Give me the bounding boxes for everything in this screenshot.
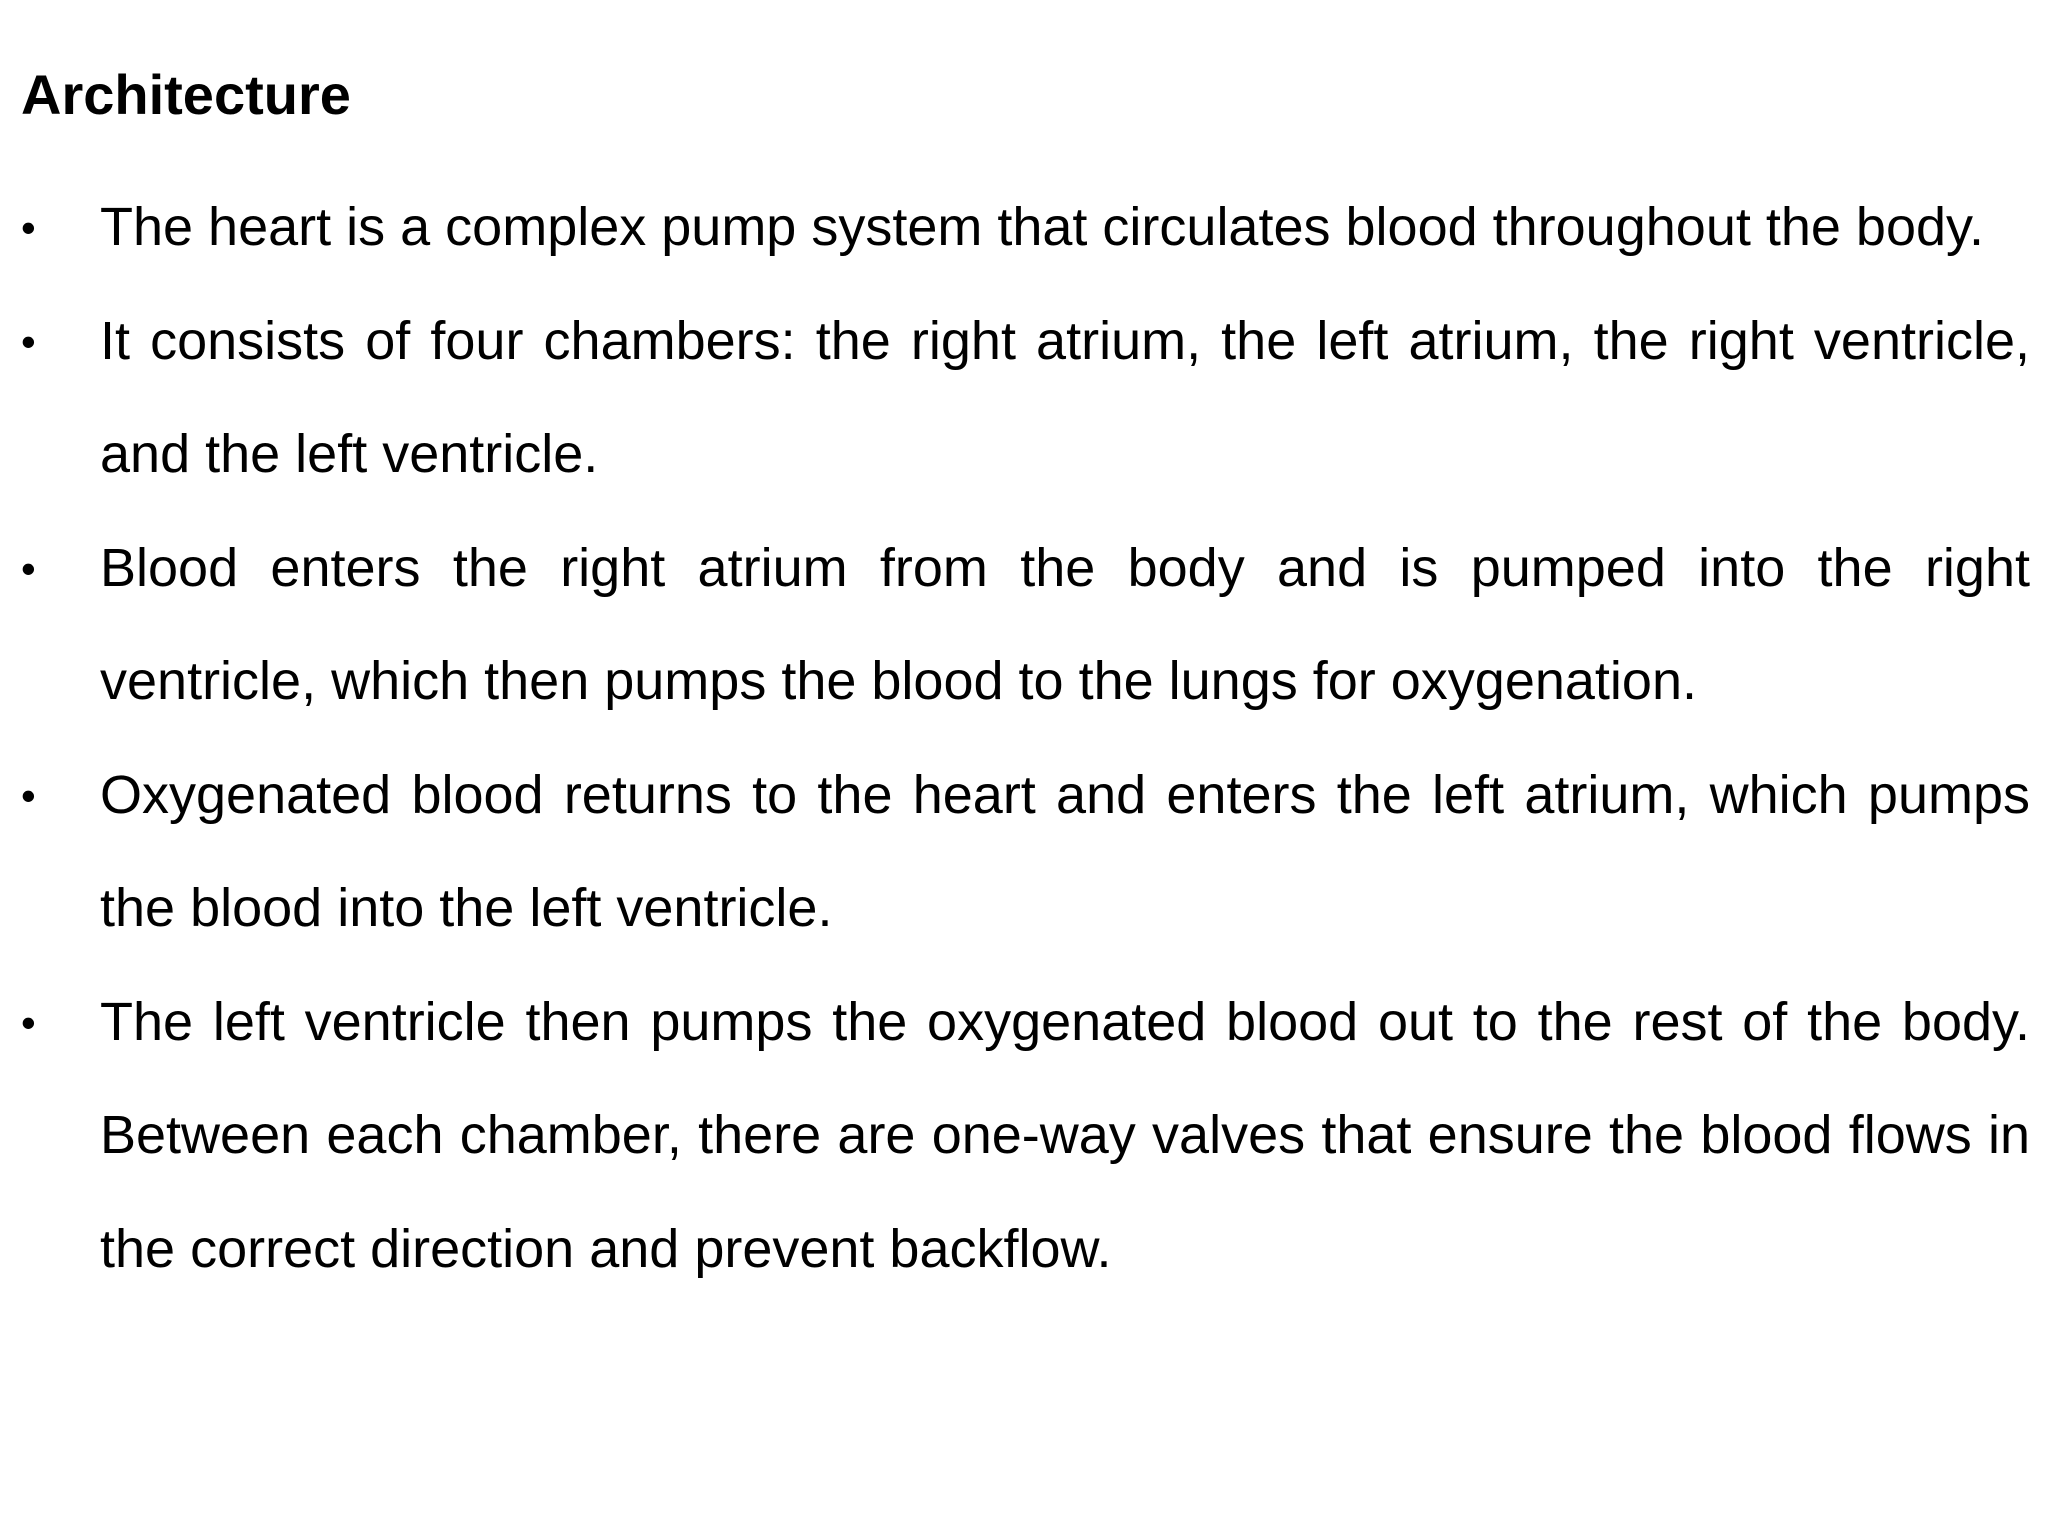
bullet-icon: •: [21, 771, 36, 819]
bullet-item-5: [21, 966, 2030, 1307]
bullet-text-2: It consists of four chambers: the right atrium, the left atrium, the right ventricle, and the left ventricle.: [100, 310, 2030, 484]
bullet-item-3: [21, 512, 2030, 739]
bullet-text-3: Blood enters the right atrium from the body and is pumped into the right ventricle, which then pumps the blood to the lungs for oxygenation.: [100, 537, 2030, 711]
bullet-text-4: Oxygenated blood returns to the heart and enters the left atrium, which pumps the blood into the left ventricle.: [100, 764, 2030, 938]
slide-heading: Architecture: [21, 63, 351, 126]
bullet-list: [21, 171, 2030, 1306]
bullet-icon: •: [21, 317, 36, 365]
bullet-icon: •: [21, 204, 36, 251]
bullet-text-1: The heart is a complex pump system that circulates blood throughout the body.: [100, 197, 1985, 257]
bullet-item-4: [21, 739, 2030, 966]
bullet-item-1: [21, 171, 2030, 285]
bullet-icon: •: [21, 544, 36, 592]
bullet-icon: •: [21, 998, 36, 1046]
bullet-item-2: [21, 285, 2030, 512]
bullet-text-5: The left ventricle then pumps the oxygenated blood out to the rest of the body. Between each chamber, there are one-way valves that ensure the blood flows in the correct direction and prevent backflow.: [100, 991, 2030, 1279]
